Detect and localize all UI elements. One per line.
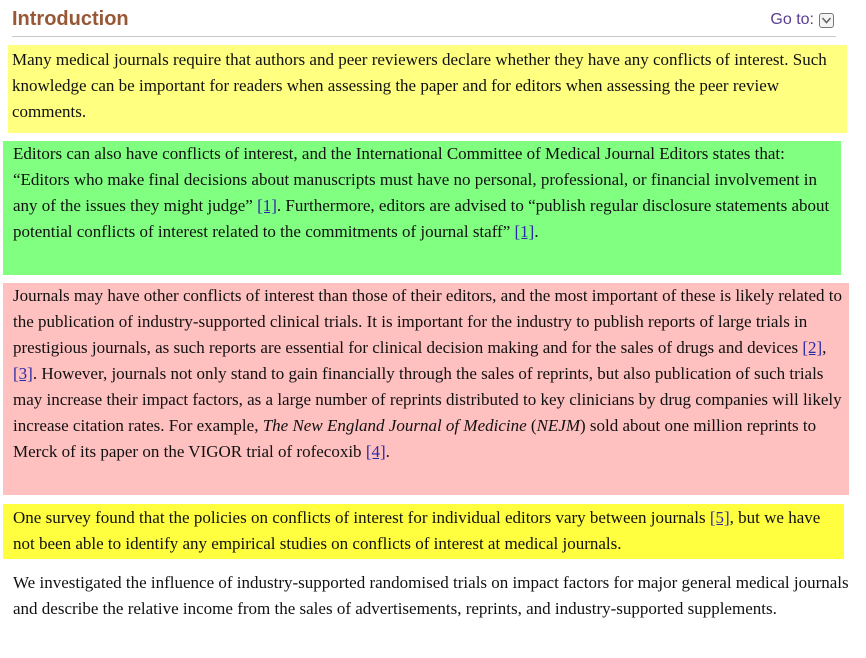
paragraph-1-text: Many medical journals require that authors and peer reviewers declare whether they have any conflicts of interest. Such knowledge can be important for readers when assessing the paper and for editors when assessing the peer review comments.	[12, 50, 827, 121]
paragraph-3-text-b: . However, journals not only stand to gain financially through the sales of reprints, but also publication of such trials may increase their impact factors, as a large number of reprints distributed to key clinicians by drug companies will likely increase citation rates. For example,	[13, 364, 842, 435]
paragraph-2-text-a: Editors can also have conflicts of interest, and the International Committee of Medical Journal Editors states that: “Editors who make final decisions about manuscripts must have no personal, professional, or financial involvement in any of the issues they might judge”	[13, 144, 818, 215]
journal-abbreviation: NEJM	[536, 416, 581, 435]
section-header	[12, 6, 836, 37]
paragraph-4-text-a: One survey found that the policies on conflicts of interest for individual editors vary between journals	[13, 508, 710, 527]
goto-label: Go to:	[770, 11, 814, 28]
paragraph-3-text-e: .	[385, 442, 390, 461]
reference-link-4[interactable]: [4]	[365, 442, 386, 461]
paragraph-5-text: We investigated the influence of industry-supported randomised trials on impact factors for major general medical journals and describe the relative income from the sales of advertisements, reprints, and industry-supported supplements.	[13, 573, 849, 618]
journal-name: The New England Journal of Medicine	[262, 416, 527, 435]
reference-link-1-second[interactable]: [1]	[514, 222, 535, 241]
paragraph-4-text-b: , but we have not been able to identify any empirical studies on conflicts of interest at medical journals.	[13, 508, 821, 553]
reference-link-3[interactable]: [3]	[13, 364, 33, 383]
reference-link-5[interactable]: [5]	[709, 508, 730, 527]
reference-separator: ,	[822, 338, 827, 357]
paragraph-3-text-a: Journals may have other conflicts of interest than those of their editors, and the most important of these is likely related to the publication of industry-supported clinical trials. It is important for the industry to publish reports of large trials in prestigious journals, as such reports are essential for clinical decision making and for the sales of drugs and devices	[13, 286, 843, 357]
paragraph-3-text-c: (	[526, 416, 537, 435]
paragraph-4	[3, 504, 844, 559]
reference-link-2[interactable]: [2]	[802, 338, 823, 357]
paragraph-1	[8, 45, 847, 133]
paragraph-2	[3, 141, 841, 275]
paragraph-3	[3, 283, 849, 495]
chevron-down-icon[interactable]	[819, 13, 834, 28]
goto-menu-button[interactable]	[770, 11, 834, 29]
paragraph-5	[3, 569, 849, 653]
paragraph-3-text-d: ) sold about one million reprints to Merck of its paper on the VIGOR trial of rofecoxib	[13, 416, 817, 461]
section-title: Introduction	[12, 8, 129, 30]
reference-link-1[interactable]: [1]	[257, 196, 277, 215]
paragraph-2-text-c: .	[534, 222, 539, 241]
paragraph-2-text-b: . Furthermore, editors are advised to “publish regular disclosure statements about potential conflicts of interest related to the commitments of journal staff”	[13, 196, 830, 241]
